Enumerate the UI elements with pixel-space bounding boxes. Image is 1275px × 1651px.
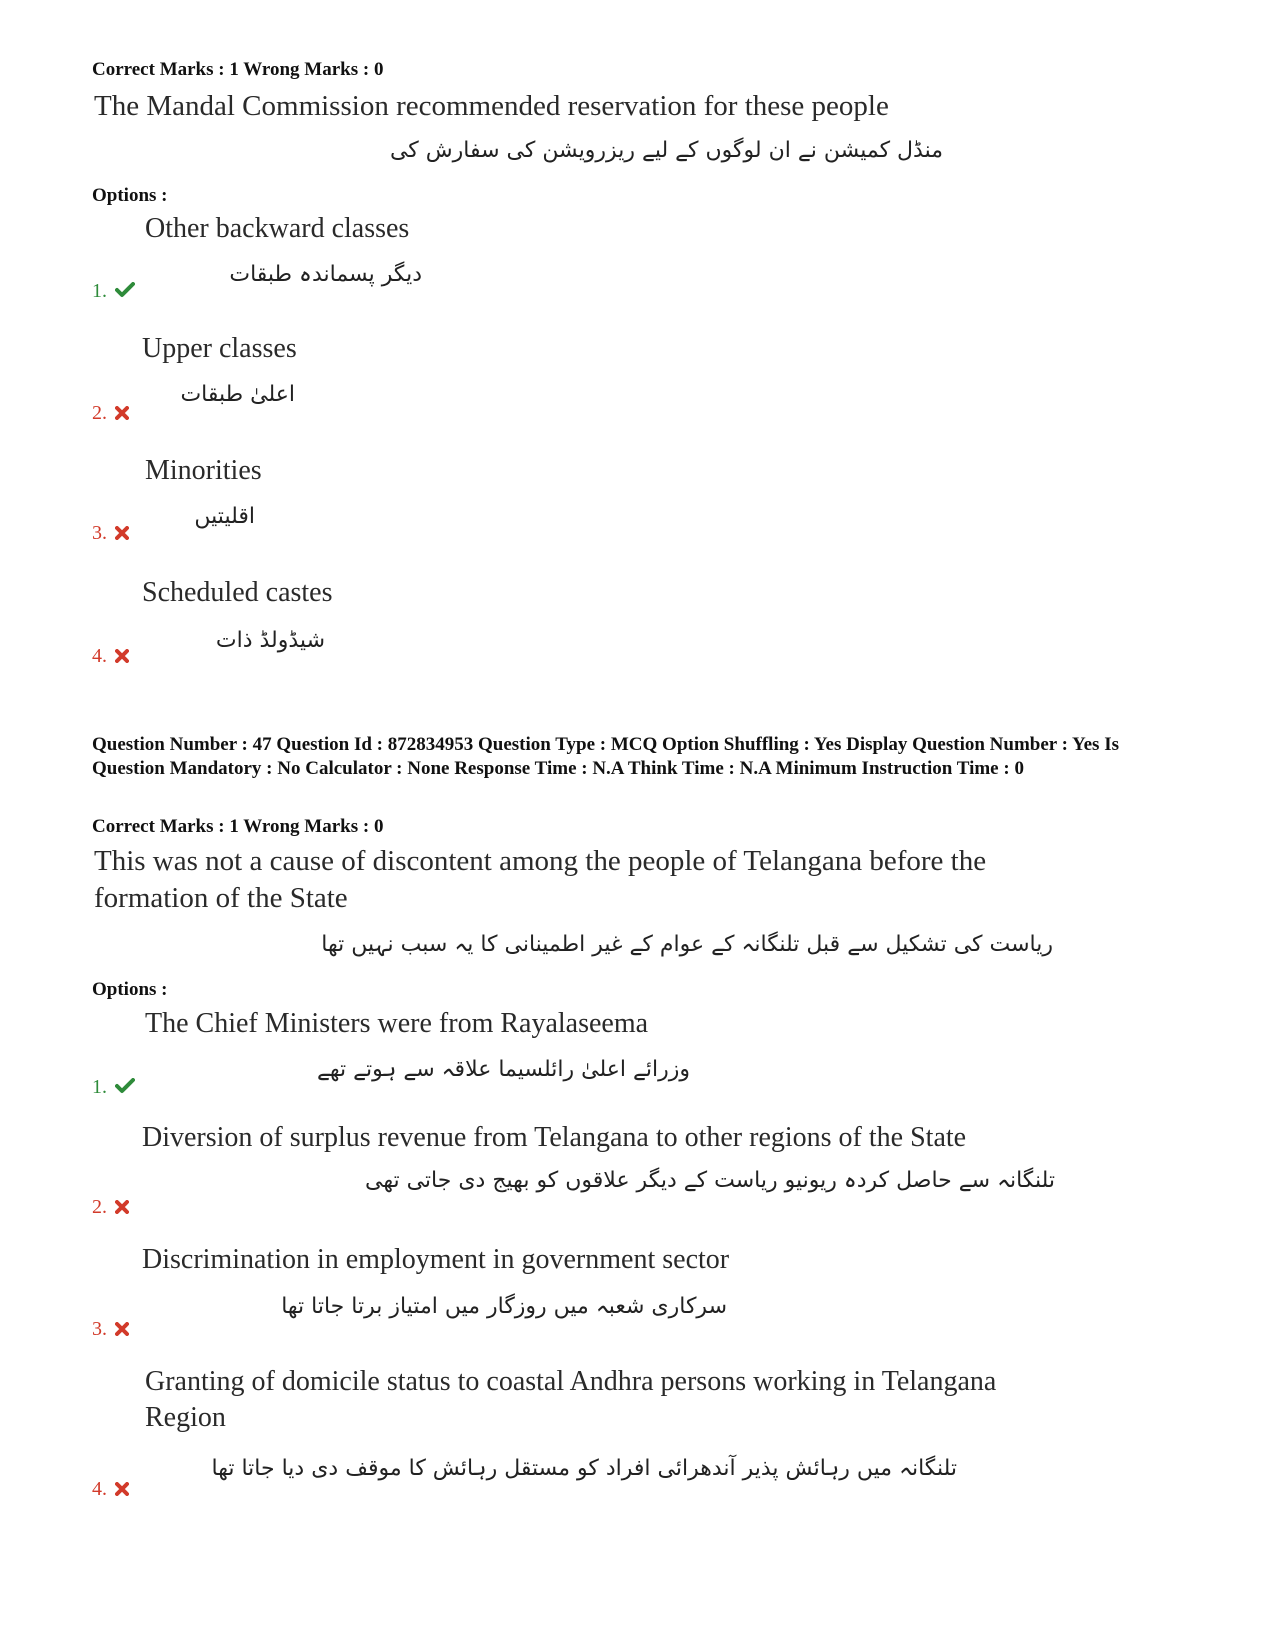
q47-option-1-marker [92, 1076, 135, 1099]
option-number: 3. [92, 522, 107, 544]
q47-option-3-marker [92, 1318, 129, 1341]
q47-options-label: Options : [92, 979, 168, 1000]
option-number: 2. [92, 402, 107, 424]
q47-option-1-text-urdu: وزرائے اعلیٰ رائلسیما علاقہ سے ہوتے تھے [316, 1057, 690, 1082]
q47-question-text: This was not a cause of discontent among the people of Telangana before the formation of the State [94, 845, 987, 914]
q47-option-3-text: Discrimination in employment in government sector [142, 1244, 730, 1275]
q46-option-2-text: Upper classes [142, 333, 297, 364]
q46-option-1-text-urdu: دیگر پسماندہ طبقات [229, 262, 422, 287]
q47-option-1-text: The Chief Ministers were from Rayalaseema [145, 1008, 649, 1039]
q47-question-text-urdu: ریاست کی تشکیل سے قبل تلنگانہ کے عوام کے غیر اطمینانی کا یہ سبب نہیں تھا [321, 932, 1053, 957]
q47-option-2-marker [92, 1196, 129, 1219]
cross-icon [115, 403, 129, 425]
q47-option-4-text: Granting of domicile status to coastal Andhra persons working in Telangana Region [145, 1366, 997, 1433]
q46-option-1-text: Other backward classes [145, 213, 410, 244]
q46-option-3-text-urdu: اقلیتیں [194, 504, 255, 529]
q47-option-2-text-urdu: تلنگانہ سے حاصل کردہ ریونیو ریاست کے دیگر علاقوں کو بھیج دی جاتی تھی [364, 1168, 1055, 1193]
q47-option-4-text-urdu: تلنگانہ میں رہائش پذیر آندھرائی افراد کو مستقل رہائش کا موقف دی دیا جاتا تھا [211, 1456, 957, 1481]
q47-option-3-text-urdu: سرکاری شعبہ میں روزگار میں امتیاز برتا جاتا تھا [281, 1294, 727, 1319]
q46-option-2-marker [92, 402, 129, 425]
q46-option-3-text: Minorities [145, 455, 262, 486]
q46-marks: Correct Marks : 1 Wrong Marks : 0 [92, 59, 384, 80]
option-number: 2. [92, 1196, 107, 1218]
option-number: 1. [92, 1076, 107, 1098]
cross-icon [115, 646, 129, 668]
q46-option-4-marker [92, 645, 129, 668]
q46-option-3-marker [92, 522, 129, 545]
q47-option-2-text: Diversion of surplus revenue from Telangana to other regions of the State [142, 1122, 967, 1153]
option-number: 4. [92, 645, 107, 667]
q46-option-2-text-urdu: اعلیٰ طبقات [180, 382, 295, 407]
q46-question-text-urdu: منڈل کمیشن نے ان لوگوں کے لیے ریزرویشن کی سفارش کی [389, 138, 943, 163]
q47-marks: Correct Marks : 1 Wrong Marks : 0 [92, 816, 384, 837]
q46-option-1-marker [92, 280, 135, 303]
q47-option-4-marker [92, 1478, 129, 1501]
check-icon [115, 1077, 135, 1099]
cross-icon [115, 523, 129, 545]
q46-question-text: The Mandal Commission recommended reservation for these people [94, 90, 889, 122]
q46-option-4-text-urdu: شیڈولڈ ذات [215, 628, 325, 653]
option-number: 1. [92, 280, 107, 302]
cross-icon [115, 1197, 129, 1219]
q47-metadata: Question Number : 47 Question Id : 872834953 Question Type : MCQ Option Shuffling : Yes Display Question Number : Yes Is Question Mandatory : No Calculator : None Response Time : N.A Think Time : N.A Minimum Instruction Time : 0 [92, 734, 1119, 779]
option-number: 3. [92, 1318, 107, 1340]
check-icon [115, 281, 135, 303]
q46-option-4-text: Scheduled castes [142, 577, 333, 608]
option-number: 4. [92, 1478, 107, 1500]
cross-icon [115, 1479, 129, 1501]
q46-options-label: Options : [92, 185, 168, 206]
cross-icon [115, 1319, 129, 1341]
